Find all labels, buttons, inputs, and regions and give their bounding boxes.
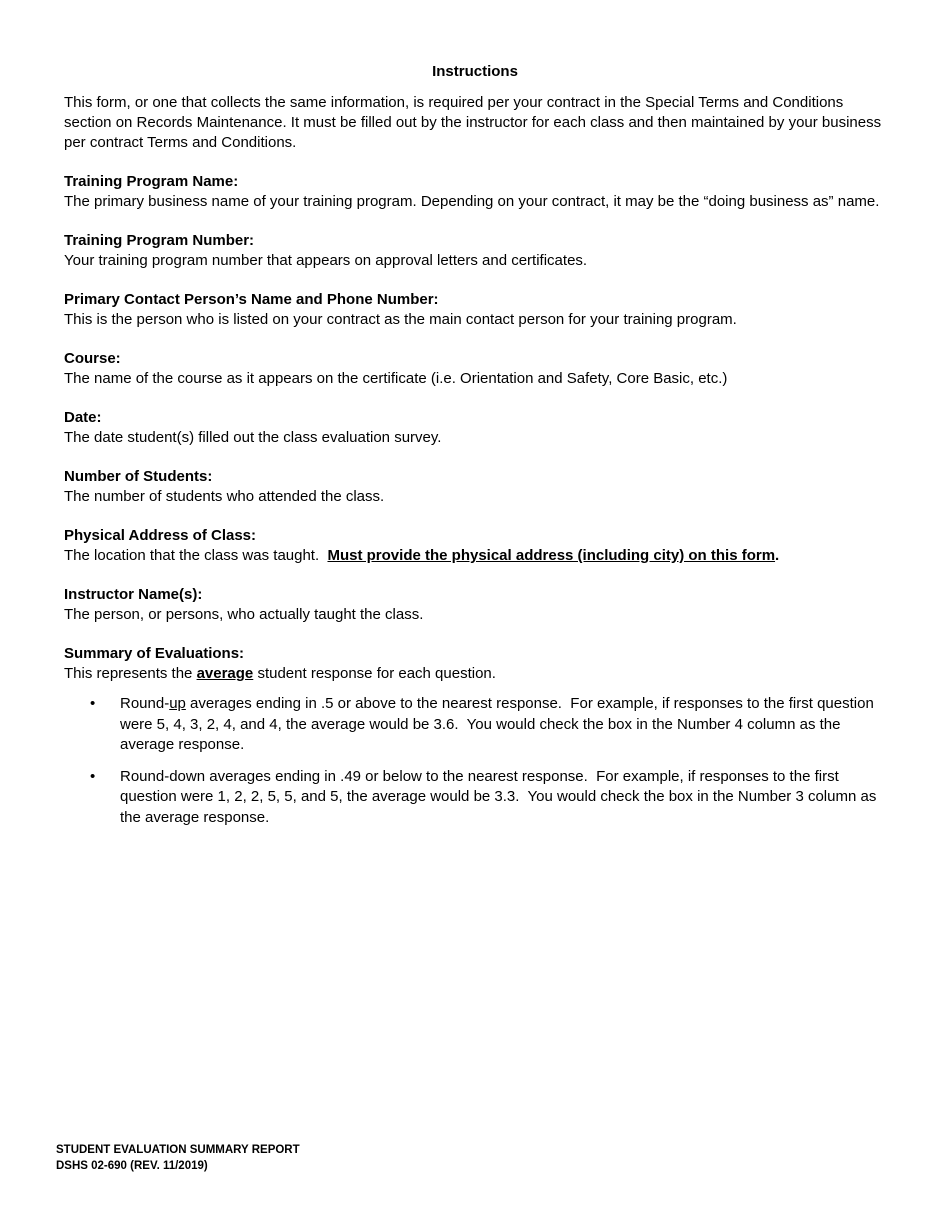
section-heading: Training Program Number: (64, 232, 255, 249)
section-physical-address (64, 526, 886, 566)
section-text (64, 546, 886, 566)
section-primary-contact (64, 290, 886, 330)
bullet-lead: Round- (120, 695, 170, 712)
section-heading: Number of Students: (64, 468, 213, 485)
form-title: STUDENT EVALUATION SUMMARY REPORT (56, 1144, 300, 1156)
section-text: The primary business name of your training program. Depending on your contract, it may be the “doing business as” name. (64, 193, 880, 210)
bullet-text: Round-down averages ending in .49 or below to the nearest response. For example, if responses to the first question were 1, 2, 2, 5, 5, and 5, the average would be 3.3. You would check the box in the Number 3 column as the average response. (120, 767, 881, 826)
section-number-of-students (64, 467, 886, 507)
section-text: The name of the course as it appears on the certificate (i.e. Orientation and Safety, Core Basic, etc.) (64, 370, 728, 387)
list-item (64, 767, 886, 829)
section-heading: Physical Address of Class: (64, 527, 257, 544)
section-heading: Course: (64, 350, 121, 367)
emphasis-suffix: . (775, 547, 780, 564)
bullet-underlined: up (169, 695, 186, 712)
section-text: The date student(s) filled out the class evaluation survey. (64, 429, 442, 446)
section-heading: Training Program Name: (64, 173, 239, 190)
bullet-text: averages ending in .5 or above to the nearest response. For example, if responses to the first question were 5, 4, 3, 2, 4, and 4, the average would be 3.6. You would check the box in the Number 4 column as the average response. (120, 695, 878, 753)
section-training-program-name (64, 172, 886, 212)
section-heading: Summary of Evaluations: (64, 645, 245, 662)
section-text-plain: The location that the class was taught. (64, 547, 328, 564)
intro-paragraph: This form, or one that collects the same information, is required per your contract in the Special Terms and Conditions section on Records Maintenance. It must be filled out by the instructor for each class and then maintained by your business per contract Terms and Conditions. (64, 94, 882, 151)
section-text-after: student response for each question. (253, 665, 496, 682)
bullet-icon: • (90, 695, 96, 712)
section-instructor-names (64, 585, 886, 625)
section-summary-of-evaluations (64, 644, 886, 684)
form-footer (56, 1143, 300, 1174)
physical-address-requirement: Must provide the physical address (including city) on this form (327, 547, 776, 564)
section-text: The number of students who attended the class. (64, 488, 385, 505)
list-item (64, 694, 886, 756)
section-heading: Instructor Name(s): (64, 586, 203, 603)
section-text: Your training program number that appears on approval letters and certificates. (64, 252, 588, 269)
section-training-program-number (64, 231, 886, 271)
page-title: Instructions (432, 63, 518, 80)
average-emphasis: average (196, 665, 254, 682)
rounding-rules-list (64, 694, 886, 828)
section-date (64, 408, 886, 448)
instructions-page (64, 62, 886, 828)
section-text-before: This represents the (64, 665, 197, 682)
section-heading: Date: (64, 409, 102, 426)
section-text (64, 664, 886, 684)
section-heading: Primary Contact Person’s Name and Phone Number: (64, 291, 439, 308)
bullet-icon: • (90, 767, 96, 785)
section-course (64, 349, 886, 389)
section-text: This is the person who is listed on your contract as the main contact person for your training program. (64, 311, 737, 328)
form-number: DSHS 02-690 (REV. 11/2019) (56, 1159, 208, 1172)
section-text: The person, or persons, who actually taught the class. (64, 606, 424, 623)
